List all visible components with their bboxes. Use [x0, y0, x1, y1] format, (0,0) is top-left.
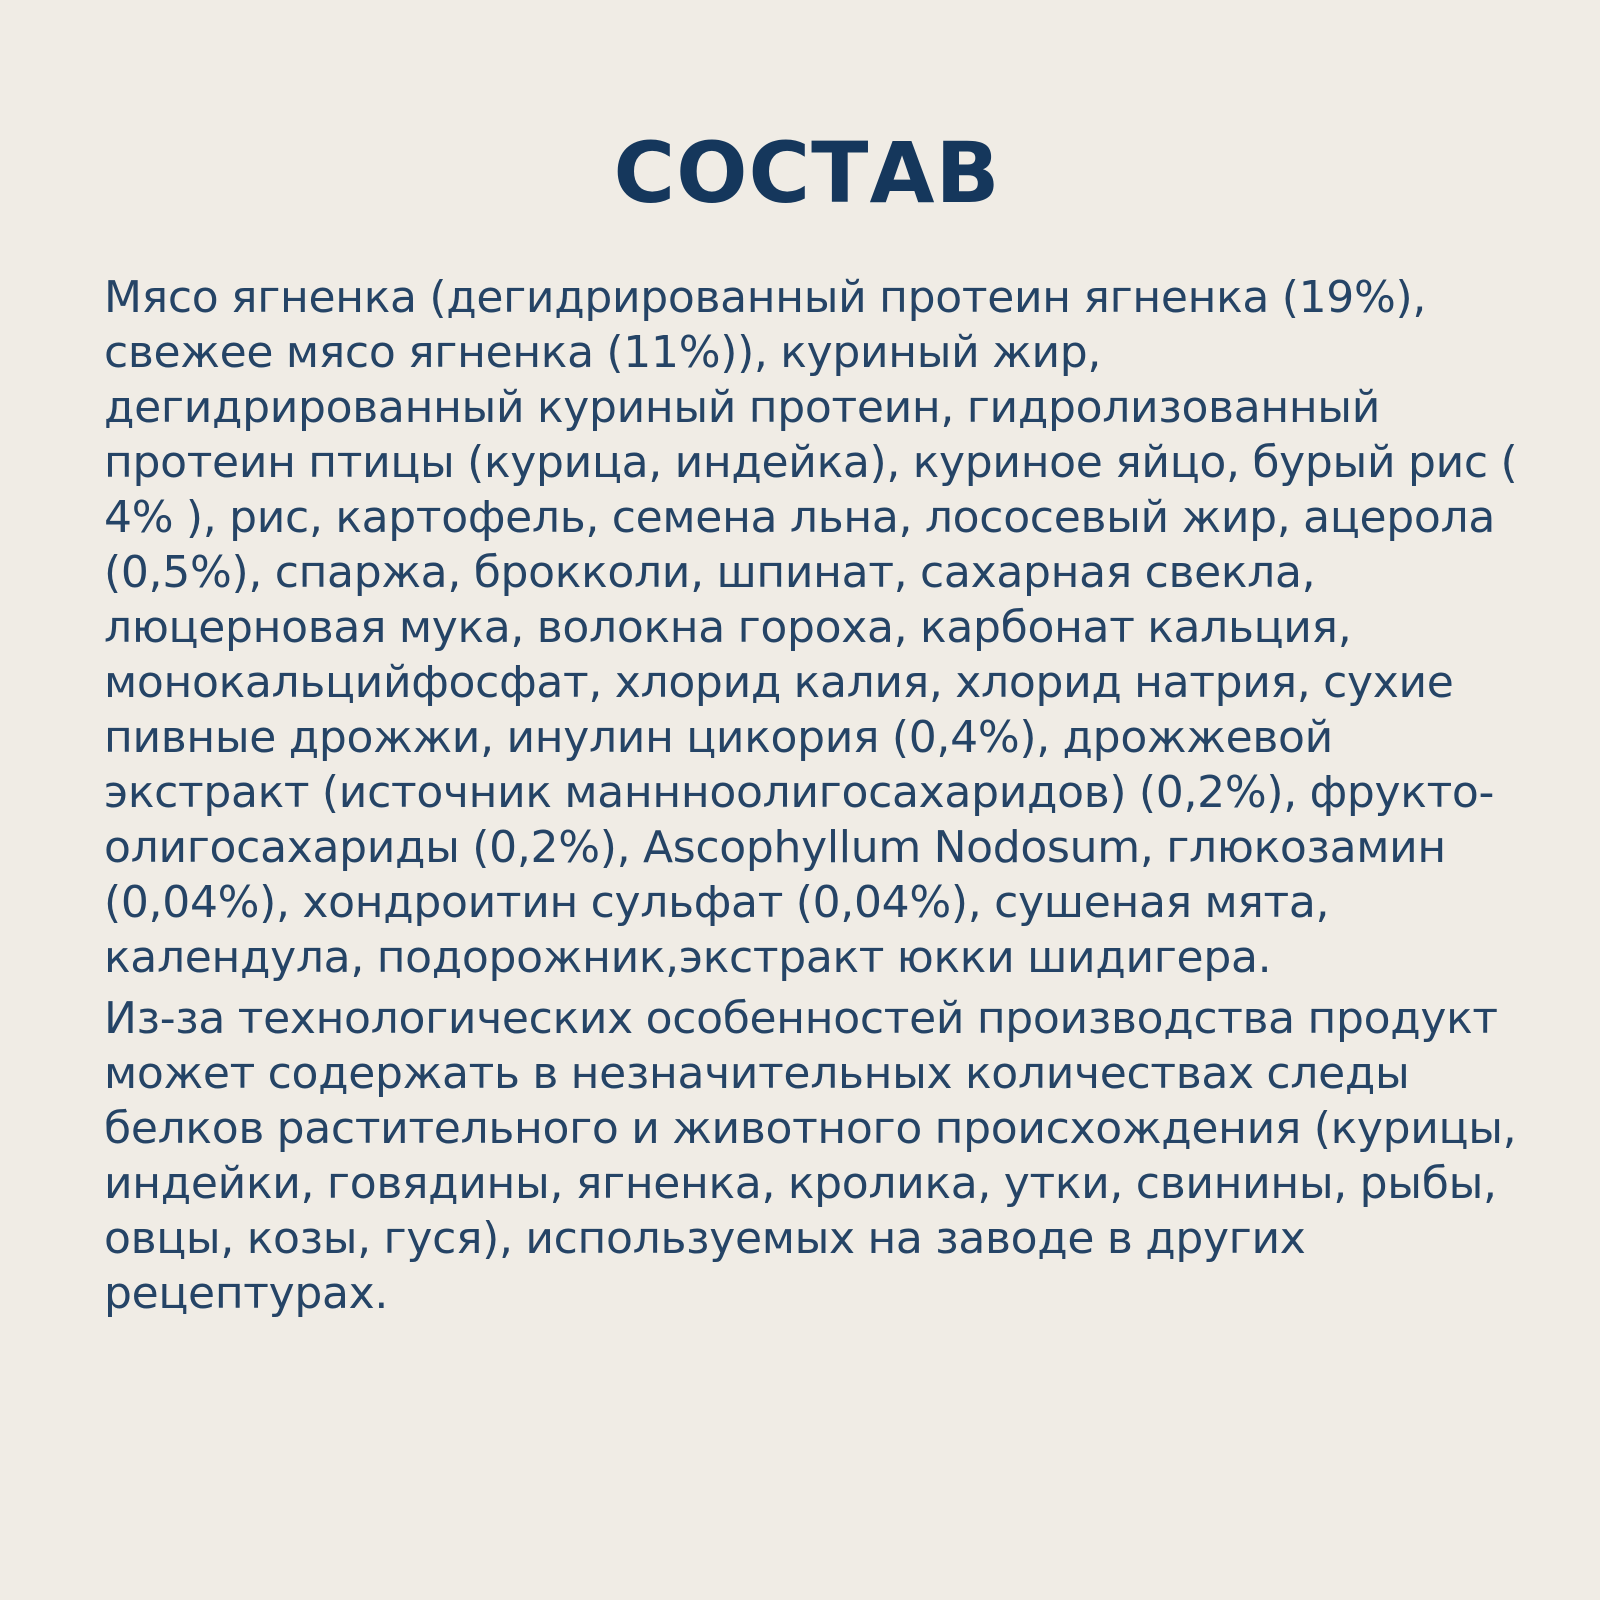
- composition-paragraph: Мясо ягненка (дегидрированный протеин ягненка (19%), свежее мясо ягненка (11%)), куриный жир, дегидрированный куриный протеин, гидролизованный протеин птицы (курица, индейка), куриное яйцо, бурый рис ( 4% ), рис, картофель, семена льна, лососевый жир, ацерола (0,5%), спаржа, брокколи, шпинат, сахарная свекла, люцерновая мука, волокна гороха, карбонат кальция, монокальцийфосфат, хлорид калия, хлорид натрия, сухие пивные дрожжи, инулин цикория (0,4%), дрожжевой экстракт (источник маннноолигосахаридов) (0,2%), фрукто-олигосахариды (0,2%), Ascophyllum Nodosum, глюкозамин (0,04%), хондроитин сульфат (0,04%), сушеная мята, календула, подорожник,экстракт юкки шидигера.: [104, 272, 1518, 983]
- page-title: СОСТАВ: [613, 124, 1001, 222]
- composition-content: [104, 270, 1518, 1321]
- allergen-notice-paragraph: Из-за технологических особенностей производства продукт может содержать в незначительных количествах следы белков растительного и животного происхождения (курицы, индейки, говядины, ягненка, кролика, утки, свинины, рыбы, овцы, козы, гуся), используемых на заводе в других рецептурах.: [104, 993, 1517, 1319]
